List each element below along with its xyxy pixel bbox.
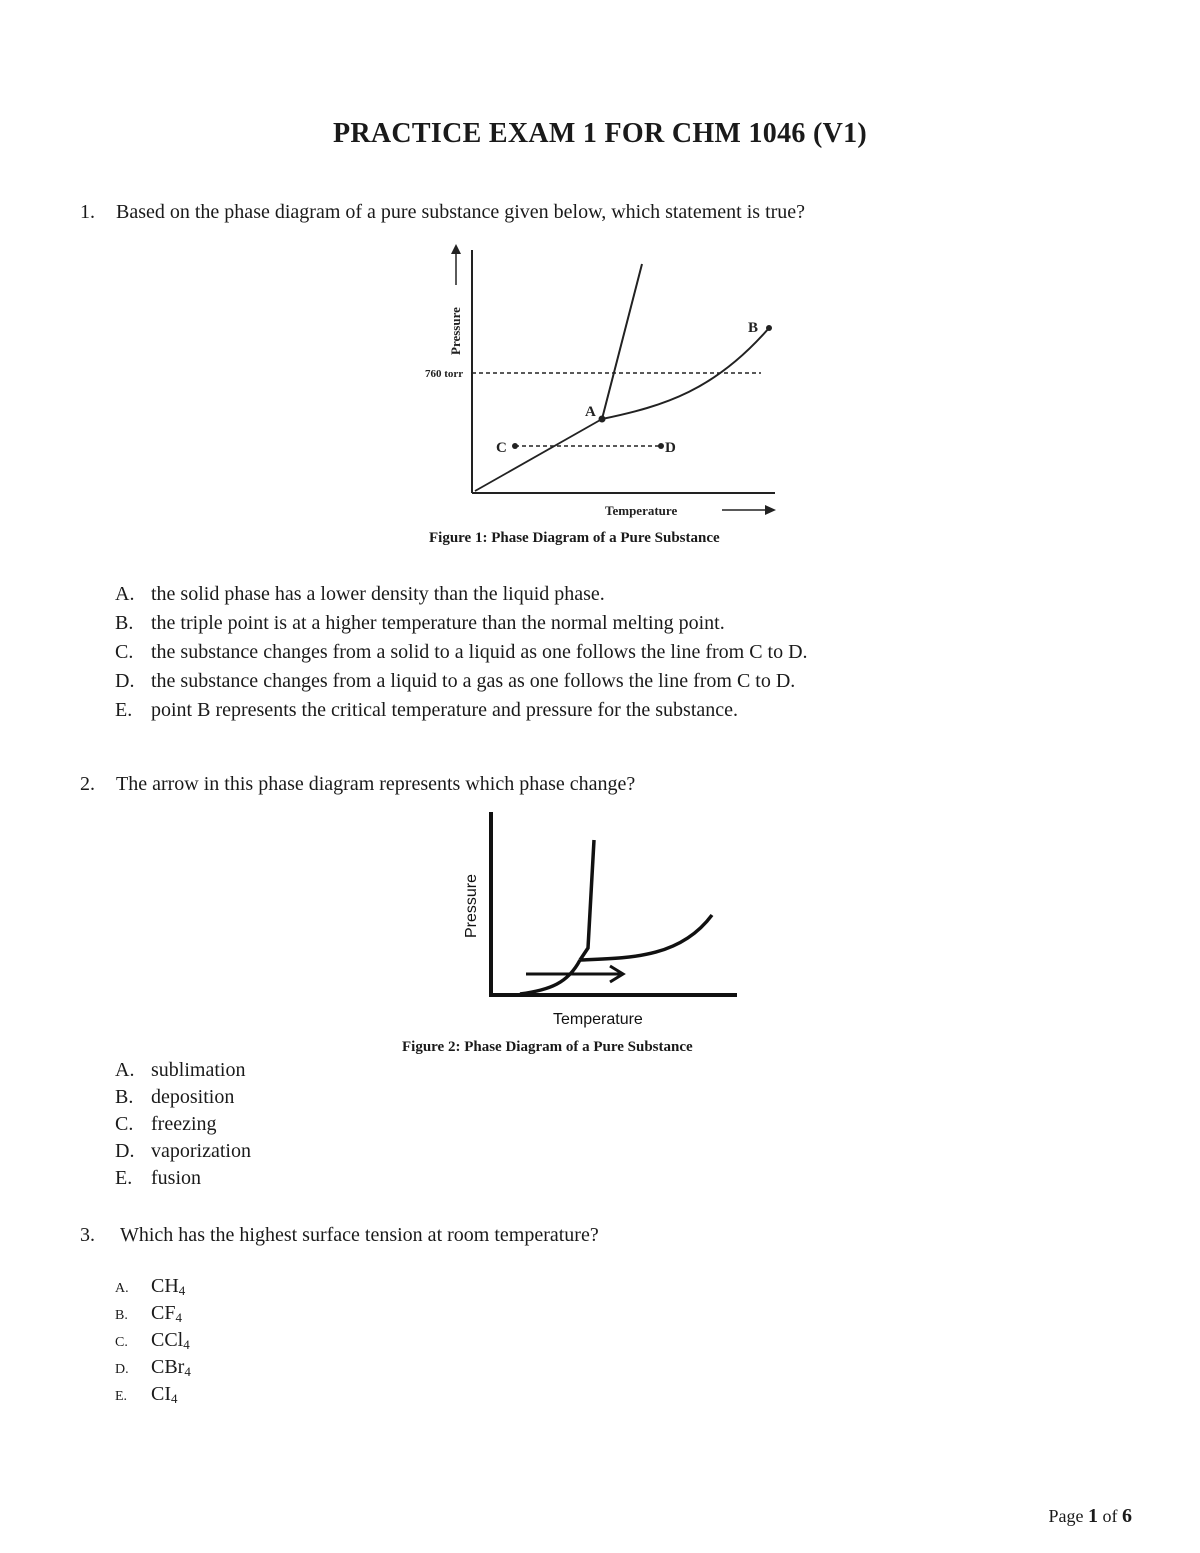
- y-axis-label: Pressure: [463, 873, 480, 938]
- solid-gas-curve: [475, 419, 602, 491]
- formula-base: CI: [151, 1383, 171, 1405]
- choice-letter: D.: [115, 1140, 135, 1162]
- choice-text: point B represents the critical temperature and pressure for the substance.: [151, 699, 739, 721]
- choice-formula: [151, 1329, 190, 1353]
- choice-letter: E.: [115, 1389, 128, 1404]
- x-axis-arrowhead: [765, 505, 776, 515]
- point-c: [512, 443, 518, 449]
- choice-text: freezing: [151, 1113, 217, 1135]
- solid-gas-curve: [520, 960, 580, 994]
- solid-liquid-curve: [602, 264, 642, 419]
- point-b-label: B: [748, 320, 759, 336]
- point-d: [658, 443, 664, 449]
- choice-letter: C.: [115, 1335, 128, 1350]
- y-axis-label: Pressure: [448, 307, 463, 355]
- choice-text: sublimation: [151, 1059, 246, 1081]
- choice-formula: [151, 1383, 178, 1407]
- formula-subscript: 4: [175, 1310, 182, 1325]
- choice-text: the solid phase has a lower density than the liquid phase.: [151, 583, 605, 605]
- formula-subscript: 4: [184, 1364, 191, 1379]
- choice-letter: A.: [115, 583, 135, 605]
- choice-text: the triple point is at a higher temperature than the normal melting point.: [151, 612, 725, 634]
- formula-subscript: 4: [183, 1337, 190, 1352]
- question-text: Which has the highest surface tension at room temperature?: [120, 1224, 599, 1246]
- point-a: [599, 416, 606, 423]
- choice-letter: A.: [115, 1281, 129, 1296]
- question-1: [80, 201, 1120, 227]
- y-axis-arrowhead: [451, 244, 461, 254]
- choice-text: deposition: [151, 1086, 235, 1108]
- formula-base: CH: [151, 1275, 179, 1297]
- point-a-label: A: [585, 404, 596, 420]
- choice-formula: [151, 1275, 185, 1299]
- question-2: [80, 773, 1120, 799]
- current-page: 1: [1088, 1505, 1098, 1527]
- page-title: PRACTICE EXAM 1 FOR CHM 1046 (V1): [332, 118, 868, 149]
- choice-text: the substance changes from a solid to a liquid as one follows the line from C to D.: [151, 641, 808, 663]
- formula-subscript: 4: [171, 1391, 178, 1406]
- choice-letter: B.: [115, 612, 134, 634]
- choice-text: fusion: [151, 1167, 201, 1189]
- x-axis-label: Temperature: [553, 1011, 643, 1028]
- formula-base: CCl: [151, 1329, 184, 1351]
- formula-subscript: 4: [178, 1283, 186, 1298]
- choice-letter: E.: [115, 699, 133, 721]
- choice-text: the substance changes from a liquid to a gas as one follows the line from C to D.: [151, 670, 796, 692]
- phase-diagram-figure-2: [450, 808, 750, 1033]
- point-c-label: C: [496, 440, 507, 456]
- total-pages: 6: [1122, 1505, 1132, 1527]
- choice-letter: B.: [115, 1086, 134, 1108]
- formula-base: CF: [151, 1302, 176, 1324]
- choice-letter: D.: [115, 1362, 129, 1377]
- question-number: 2.: [80, 773, 95, 795]
- phase-diagram-figure-1: [415, 240, 785, 525]
- page-number: [1049, 1505, 1133, 1528]
- page-word: Page: [1048, 1506, 1084, 1526]
- of-word: of: [1102, 1506, 1118, 1526]
- question-3: [80, 1224, 1120, 1250]
- choice-letter: E.: [115, 1167, 133, 1189]
- choice-letter: B.: [115, 1308, 128, 1323]
- question-number: 1.: [80, 201, 95, 223]
- solid-liquid-curve: [580, 840, 594, 960]
- choice-text: vaporization: [151, 1140, 251, 1162]
- choice-formula: [151, 1356, 191, 1380]
- formula-base: CBr: [151, 1356, 185, 1378]
- question-text: Based on the phase diagram of a pure substance given below, which statement is true?: [116, 201, 806, 223]
- choice-formula: [151, 1302, 182, 1326]
- question-text: The arrow in this phase diagram represents which phase change?: [116, 773, 636, 795]
- figure-1-caption: Figure 1: Phase Diagram of a Pure Substance: [429, 530, 720, 546]
- pressure-760-label: 760 torr: [425, 368, 464, 380]
- x-axis-label: Temperature: [605, 503, 678, 518]
- choice-letter: A.: [115, 1059, 135, 1081]
- liquid-gas-curve: [580, 915, 712, 960]
- choice-letter: C.: [115, 1113, 134, 1135]
- choice-letter: D.: [115, 670, 135, 692]
- choice-letter: C.: [115, 641, 134, 663]
- point-b: [766, 325, 772, 331]
- point-d-label: D: [665, 440, 676, 456]
- figure-2-caption: Figure 2: Phase Diagram of a Pure Substance: [402, 1039, 693, 1055]
- question-number: 3.: [80, 1224, 95, 1246]
